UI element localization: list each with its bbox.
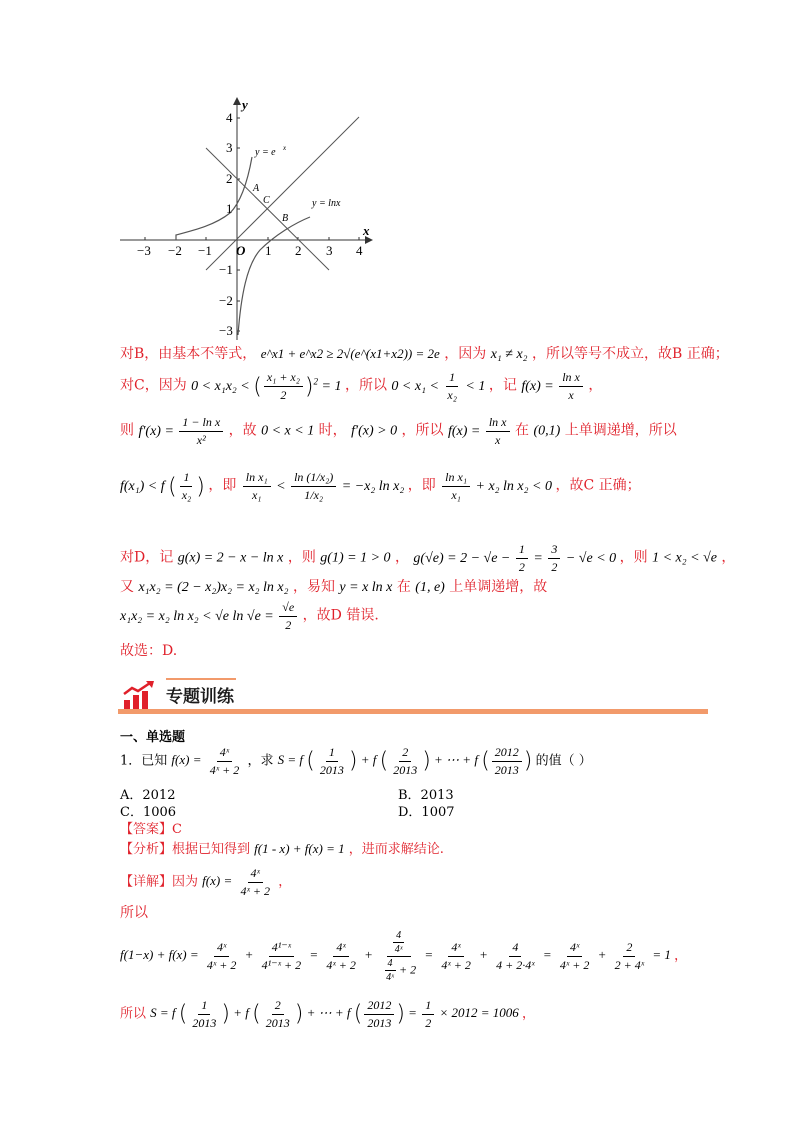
so-line: 所以: [120, 905, 148, 921]
point-a-label: A: [253, 183, 260, 194]
function-graph: [115, 95, 375, 345]
solution-c-conclusion-line: f(x₁) < f ( $\frac{1}{\text{x₂}}$ ) ，即 $\frac{\text{ln x₁}}{\text{x₁}}$ < $\frac{\text{ln (1/x₂)}}{\text{1/x₂}}$ = −x₂ ln x₂ ，即 $\frac{\text{ln x₁}}{\text{x₁}}$ + x₂ ln x₂ < 0 ，故C 正确；: [120, 470, 641, 502]
solution-d-line: 对D，记 g(x) = 2 − x − ln x ，则 g(1) = 1 > 0 ， g(√e) = 2 − √e − $\frac{1}{2}$ = $\frac{3}{2}$ − √e < 0 ，则 1 < x₂ < √e ，: [120, 542, 736, 574]
solution-d-line-3: x₁x₂ = x₂ ln x₂ < √e ln √e = $\frac{√e}{2}$ ，故D 错误.: [120, 600, 379, 632]
y-tick: −2: [219, 293, 233, 308]
curve-exp-label: y = e: [255, 147, 276, 158]
curve-ln-label: y = lnx: [312, 198, 341, 209]
y-tick: 3: [226, 140, 233, 155]
x-tick: 4: [356, 243, 363, 258]
x-tick: −2: [168, 243, 182, 258]
x-tick: 1: [265, 243, 272, 258]
x-tick: −3: [137, 243, 151, 258]
y-tick: 1: [226, 201, 233, 216]
y-tick: −3: [219, 323, 233, 338]
section-heading: 一、单选题: [120, 730, 186, 745]
curve-ln: [238, 217, 310, 335]
banner-top-line: [166, 678, 236, 680]
x-tick: 3: [326, 243, 333, 258]
final-line: 所以 S = f ( $\frac{1}{2013}$ ) + f ( $\frac{2}{2013}$ ) + ⋯ + f ( $\frac{2012}{2013}$ ) = $\frac{1}{2}$ × 2012 = 1006 ，: [120, 998, 536, 1030]
banner-title: 专题训练: [166, 687, 234, 707]
x-axis-label: x: [363, 223, 370, 238]
bar-chart-trend-icon: [122, 680, 156, 712]
solution-c-line: 对C，因为 0 < x₁x₂ < ( $\frac{\text{x₁ + x₂}}{2}$ )$^2$ = 1 ，所以 0 < x₁ < $\frac{1}{\text{x₂}}$ < 1 ，记 f(x) = $\frac{\text{ln x}}{x}$ ，: [120, 370, 603, 402]
equation-line: f(1−x) + f(x) = $\frac{\text{4ˣ}}{\text{4ˣ + 2}}$ + $\frac{\text{4¹⁻ˣ}}{\text{4¹⁻ˣ + 2}}$ = $\frac{\text{4ˣ}}{\text{4ˣ + 2}}$ + $\frac{4}{\text{4ˣ}}$ $\frac{4}{\text{4ˣ}}$ + 2 = $\frac{\text{4ˣ}}{\text{4ˣ + 2}}$ + $\frac{4}{\text{4 + 2·4ˣ}}$ = $\frac{\text{4ˣ}}{\text{4ˣ + 2}}$ + $\frac{2}{\text{2 + 4ˣ}}$ = 1 ，: [120, 930, 688, 983]
analysis-line: 【分析】根据已知得到 f(1 - x) + f(x) = 1 ，进而求解结论.: [120, 841, 444, 857]
y-tick: 4: [226, 110, 233, 125]
option-c: C．1006: [120, 805, 177, 820]
solution-b-line: 对B，由基本不等式， e^x1 + e^x2 ≥ 2√(e^(x1+x2)) = 2e ，因为 x₁ ≠ x₂ ，所以等号不成立，故B 正确；: [120, 346, 729, 362]
y-axis-arrow: [233, 97, 241, 105]
option-b: B．2013: [398, 788, 454, 803]
section-banner: [118, 678, 708, 718]
detail-line: 【详解】因为 f(x) = $\frac{\text{4ˣ}}{\text{4ˣ + 2}}$ ，: [120, 866, 292, 898]
x-tick: −1: [198, 243, 212, 258]
y-tick: −1: [219, 262, 233, 277]
y-tick: 2: [226, 171, 233, 186]
option-a: A．2012: [120, 788, 176, 803]
solution-d-line-2: 又 x₁x₂ = (2 − x₂)x₂ = x₂ ln x₂ ，易知 y = x ln x 在 (1, e) 上单调递增，故: [120, 579, 548, 595]
solution-choice: 故选：D.: [120, 643, 178, 659]
y-axis-label: y: [242, 97, 248, 112]
curve-exp: [176, 157, 252, 240]
origin-label: O: [236, 243, 246, 258]
banner-underline: [118, 709, 708, 714]
question-1: 1．已知 f(x) = $\frac{\text{4ˣ}}{\text{4ˣ + 2}}$ ，求 S = f ( $\frac{1}{2013}$ ) + f ( $\frac{2}{2013}$ ) + ⋯ + f ( $\frac{2012}{2013}$ ) 的值（ ）: [120, 745, 592, 777]
solution-c-derivative-line: 则 f′(x) = $\frac{\text{1 − ln x}}{\text{x²}}$ ，故 0 < x < 1 时， f′(x) > 0 ，所以 f(x) = $\frac{\text{ln x}}{x}$ 在 (0,1) 上单调递增，所以: [120, 415, 677, 447]
b-math: e^x1 + e^x2 ≥ 2√(e^(x1+x2)) = 2e: [260, 346, 440, 361]
point-b-label: B: [282, 213, 289, 224]
answer-label: 【答案】C: [120, 822, 182, 837]
curve-exp-sup: x: [283, 144, 287, 152]
point-c-label: C: [263, 195, 270, 206]
option-d: D．1007: [398, 805, 455, 820]
x-tick: 2: [295, 243, 302, 258]
